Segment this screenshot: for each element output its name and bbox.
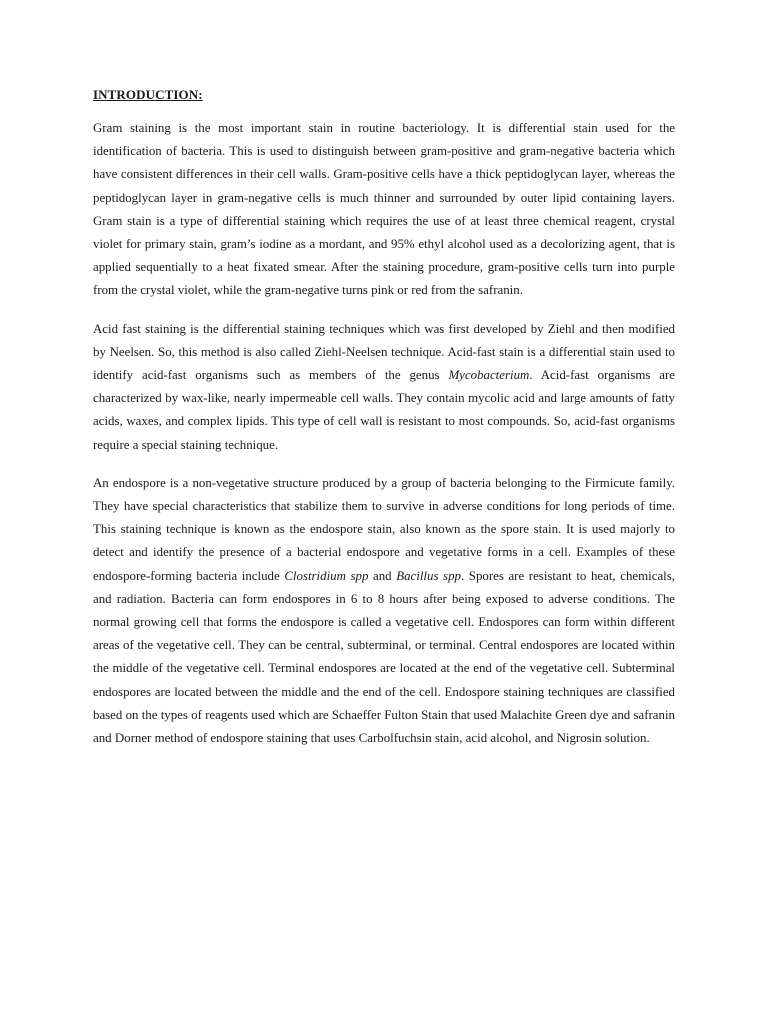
paragraph-text: . Acid-fast organisms are characterized by wax-like, nearly impermeable cell walls. They contain mycolic acid and large amounts of fatty acids, waxes, and complex lipids. This type of cell wall is resistant to most compounds. So, acid-fast organisms require a special staining technique.: [93, 368, 675, 452]
section-heading: INTRODUCTION:: [93, 87, 203, 102]
document-page: [93, 86, 675, 765]
species-name-bacillus: Bacillus spp: [396, 568, 461, 583]
paragraph-text: . Spores are resistant to heat, chemicals, and radiation. Bacteria can form endospores in 6 to 8 hours after being exposed to adverse conditions. The normal growing cell that forms the endospore is called a vegetative cell. Endospores can form within different areas of the vegetative cell. They can be central, subterminal, or terminal. Central endospores are located within the middle of the vegetative cell. Terminal endospores are located at the end of the vegetative cell. Subterminal endospores are located between the middle and the end of the cell. Endospore staining techniques are classified based on the types of reagents used which are Schaeffer Fulton Stain that used Malachite Green dye and safranin and Dorner method of endospore staining that uses Carbolfuchsin stain, acid alcohol, and Nigrosin solution.: [93, 568, 675, 746]
paragraph-text: Acid fast staining is the differential staining techniques which was first developed by Ziehl and then modified by Neelsen. So, this method is also called Ziehl-Neelsen technique. Acid-fast stain is a differential stain used to identify acid-fast organisms such as members of the genus: [93, 321, 675, 383]
species-name-clostridium: Clostridium spp: [284, 568, 369, 583]
paragraph-endospore-staining: [93, 472, 675, 750]
paragraph-text: and: [368, 568, 397, 583]
paragraph-gram-staining: Gram staining is the most important stain in routine bacteriology. It is differential stain used for the identification of bacteria. This is used to distinguish between gram-positive and gram-negative bacteria which have consistent differences in their cell walls. Gram-positive cells have a thick peptidoglycan layer, whereas the peptidoglycan layer in gram-negative cells is much thinner and surrounded by outer lipid containing layers. Gram stain is a type of differential staining which requires the use of at least three chemical reagent, crystal violet for primary stain, gram’s iodine as a mordant, and 95% ethyl alcohol used as a decolorizing agent, that is applied sequentially to a heat fixated smear. After the staining procedure, gram-positive cells turn into purple from the crystal violet, while the gram-negative turns pink or red from the safranin.: [93, 121, 675, 298]
genus-name: Mycobacterium: [448, 368, 530, 383]
paragraph-acid-fast-staining: [93, 318, 675, 457]
paragraph-text: An endospore is a non-vegetative structure produced by a group of bacteria belonging to the Firmicute family. They have special characteristics that stabilize them to survive in adverse conditions for long periods of time. This staining technique is known as the endospore stain, also known as the spore stain. It is used majorly to detect and identify the presence of a bacterial endospore and vegetative forms in a cell. Examples of these endospore-forming bacteria include: [93, 475, 675, 583]
